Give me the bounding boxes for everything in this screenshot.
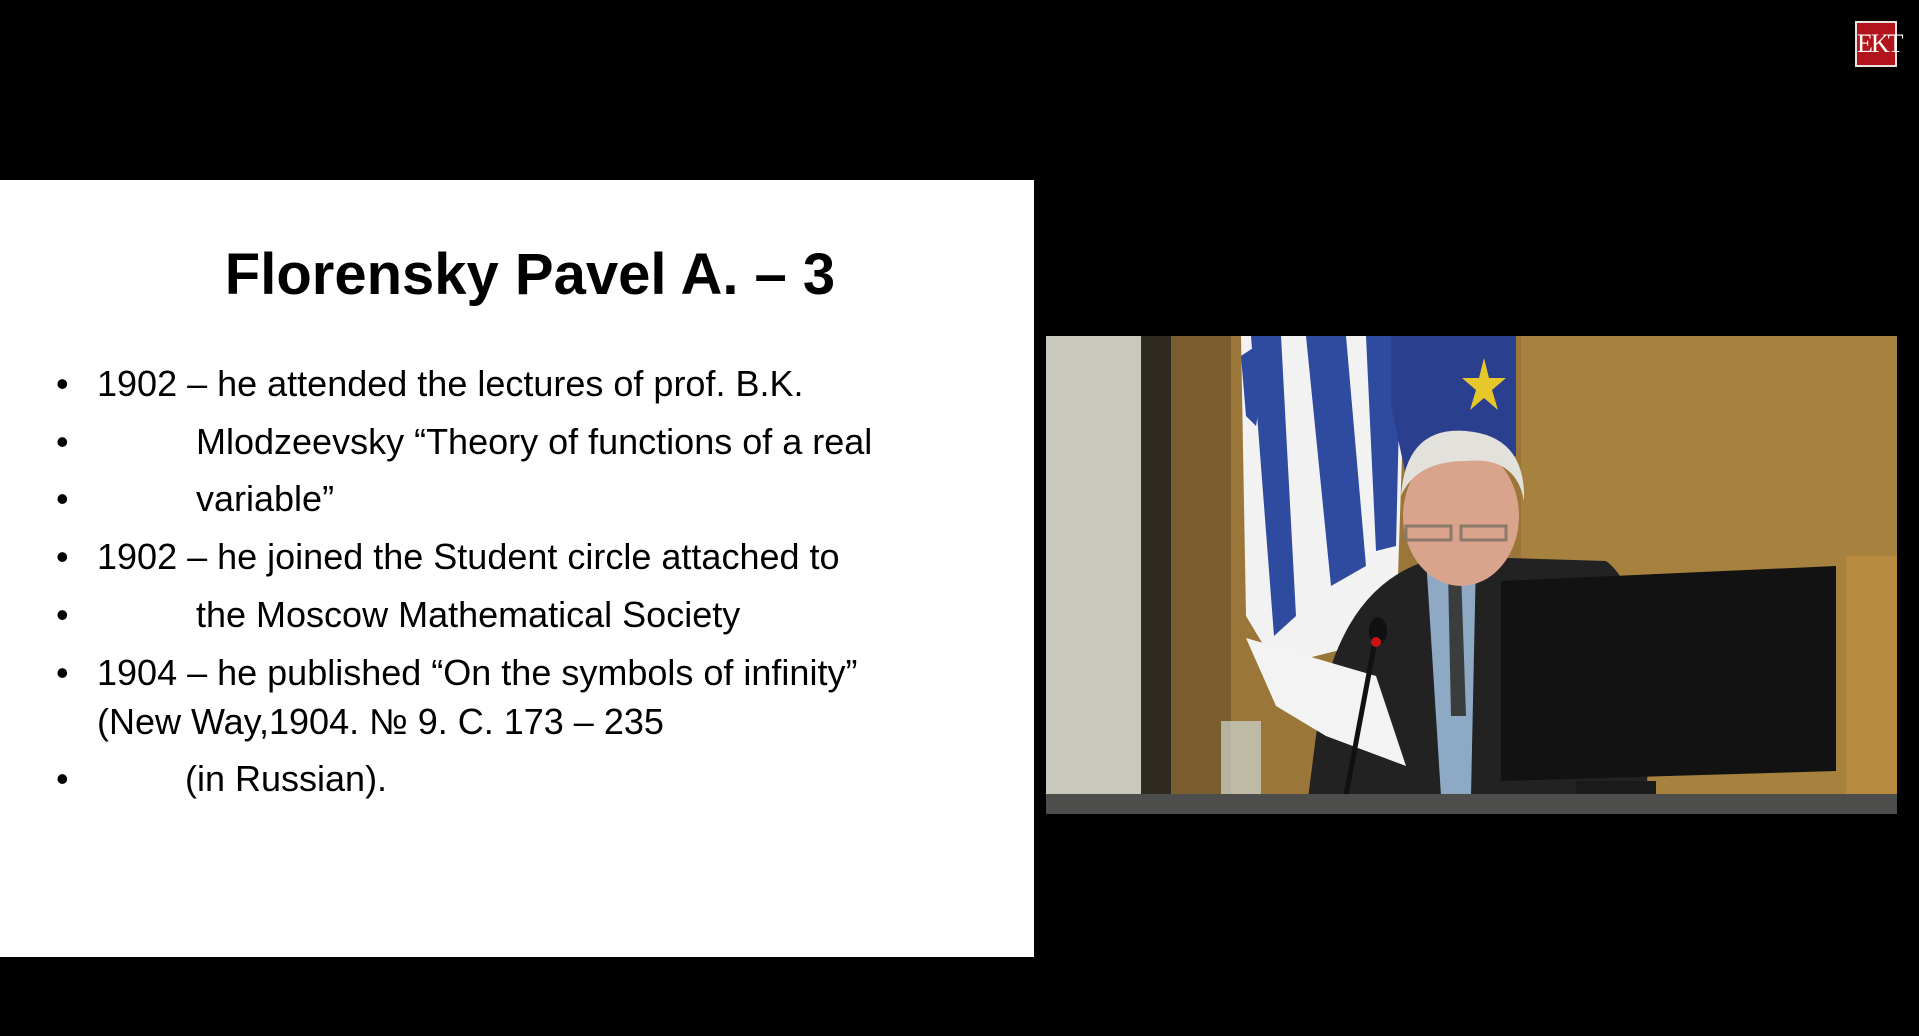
bullet-text: 1904 – he published “On the symbols of infinity” bbox=[97, 652, 858, 693]
bullet-text: (in Russian). bbox=[185, 758, 388, 799]
ekt-logo: EKT bbox=[1855, 21, 1897, 67]
bullet-marker: • bbox=[56, 652, 69, 693]
desk bbox=[1046, 794, 1897, 814]
bullet-marker: • bbox=[56, 594, 69, 635]
bullet-marker: • bbox=[56, 363, 69, 404]
water-glass bbox=[1221, 721, 1261, 796]
bullet-text: variable” bbox=[196, 478, 335, 519]
bullet-text: Mlodzeevsky “Theory of functions of a real bbox=[196, 421, 873, 462]
bullet-marker: • bbox=[56, 758, 69, 799]
presentation-slide bbox=[0, 180, 1034, 957]
bullet-marker: • bbox=[56, 536, 69, 577]
monitor bbox=[1501, 566, 1836, 781]
bullet-text: 1902 – he attended the lectures of prof. B.K. bbox=[97, 363, 804, 404]
bullet-text: 1902 – he joined the Student circle attached to bbox=[97, 536, 840, 577]
bullet-marker: • bbox=[56, 478, 69, 519]
bullet-text: the Moscow Mathematical Society bbox=[196, 594, 741, 635]
slide-title: Florensky Pavel A. – 3 bbox=[224, 242, 836, 307]
left-wall bbox=[1046, 336, 1141, 814]
speaker-scene bbox=[1046, 336, 1897, 814]
bullet-marker: • bbox=[56, 421, 69, 462]
bullet-text: (New Way,1904. № 9. С. 173 – 235 bbox=[97, 701, 664, 742]
speaker-video-feed bbox=[1046, 336, 1897, 814]
